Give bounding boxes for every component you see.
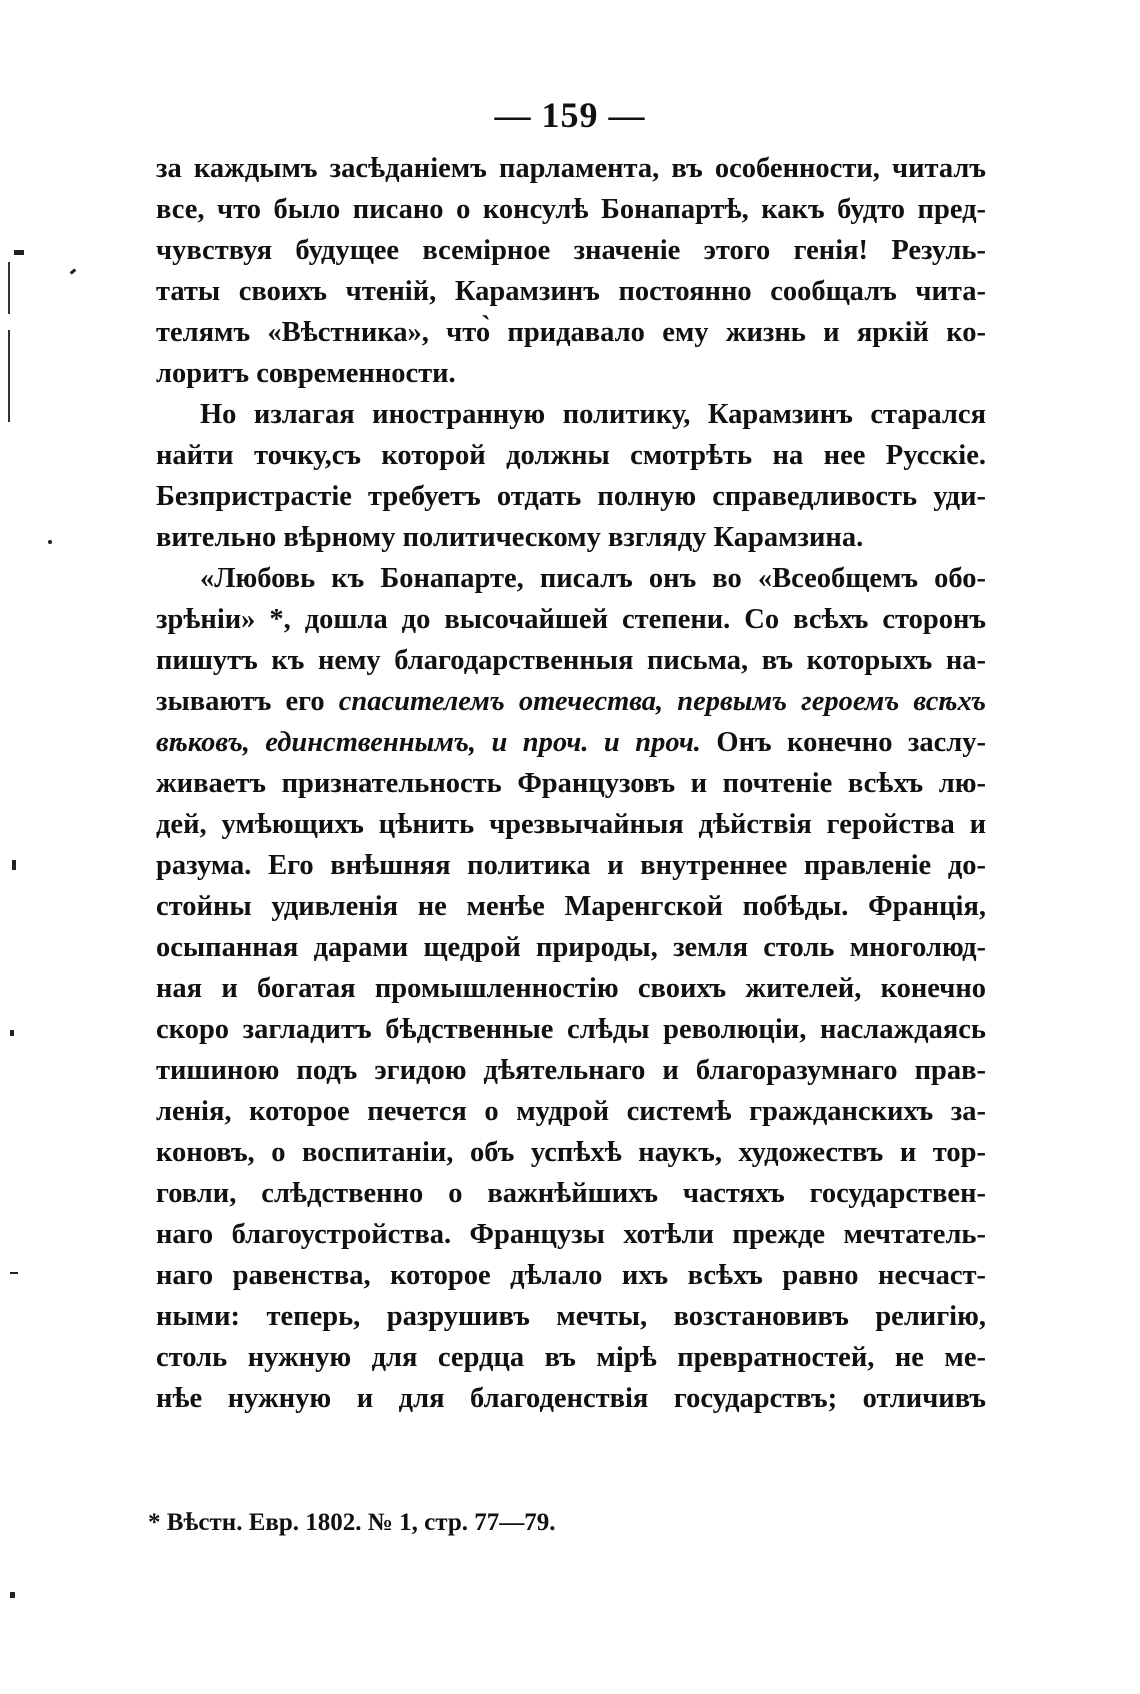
text-line: телямъ «Вѣстника», что̀ придавало ему жизнь и яркій ко- [156,317,986,348]
text-line: чувствуя будущее всемірное значеніе этого генія! Резуль- [156,235,986,266]
text-segment: ная и богатая промышленностію своихъ жителей, конечно [156,973,986,1004]
text-line [156,640,986,681]
italic-text: спасителемъ отечества, первымъ героемъ всѣхъ [338,686,986,717]
text-segment: тишиною подъ эгидою дѣятельнаго и благоразумнаго прав- [156,1055,986,1086]
text-segment: дей, умѣющихъ цѣнить чрезвычайныя дѣйствія геройства и [156,809,986,840]
text-line [156,1255,986,1296]
text-segment: говли, слѣдственно о важнѣйшихъ частяхъ государствен- [156,1178,986,1209]
text-segment: стойны удивленія не менѣе Маренгской побѣды. Франція, [156,891,986,922]
text-line [156,804,986,845]
text-segment: Онъ конечно заслу- [700,727,987,758]
text-line: Но излагая иностранную политику, Карамзинъ старался [200,399,986,430]
text-segment: ленія, которое печется о мудрой системѣ гражданскихъ за- [156,1096,986,1127]
text-segment: нѣе нужную и для благоденствія государствъ; отличивъ [156,1383,986,1414]
text-line [156,1296,986,1337]
text-segment: скоро загладитъ бѣдственные слѣды революціи, наслаждаясь [156,1014,986,1045]
text-line [156,1173,986,1214]
text-segment: осыпанная дарами щедрой природы, земля столь многолюд- [156,932,986,963]
text-line [156,845,986,886]
text-line: Безпристрастіе требуетъ отдать полную справедливость уди- [156,481,986,512]
text-line [156,1337,986,1378]
page-number: — 159 — [494,95,646,135]
paragraph [156,394,986,558]
text-segment: зываютъ его [156,686,339,717]
scan-margin-mark [8,262,10,314]
text-line: лоритъ современности. [156,358,456,389]
text-line [156,599,986,640]
text-line [156,927,986,968]
text-line [156,968,986,1009]
text-line [156,1132,986,1173]
text-segment: пишутъ къ нему благодарственныя письма, въ которыхъ на- [156,645,986,676]
scan-margin-mark [14,250,24,255]
text-segment: «Любовь къ Бонапарте, писалъ онъ во «Всеобщемъ обо- [200,563,986,594]
text-line [156,681,986,722]
text-line [156,763,986,804]
text-line [156,1050,986,1091]
text-segment: разума. Его внѣшняя политика и внутреннее правленіе до- [156,850,986,881]
text-segment: живаетъ признательность Французовъ и почтеніе всѣхъ лю- [156,768,986,799]
text-line [156,722,986,763]
text-line: найти точку,съ которой должны смотрѣть на нее Русскіе. [156,440,986,471]
text-line [156,558,986,599]
text-line: таты своихъ чтеній, Карамзинъ постоянно сообщалъ чита- [156,276,986,307]
scan-margin-mark [12,860,16,870]
text-segment: наго благоустройства. Французы хотѣли прежде мечтатель- [156,1219,986,1250]
body-text [156,148,986,1419]
text-line [156,1214,986,1255]
scan-margin-mark [48,540,52,544]
text-line [156,1378,986,1419]
italic-text: вѣковъ, единственнымъ, и проч. и проч. [156,727,701,758]
text-segment: столь нужную для сердца въ мірѣ превратностей, не ме- [156,1342,986,1373]
text-line [156,1009,986,1050]
paragraph [156,558,986,1419]
scan-margin-mark [70,268,77,274]
scan-margin-mark [10,1592,15,1598]
footnote: * Вѣстн. Евр. 1802. № 1, стр. 77—79. [148,1509,556,1536]
text-segment: коновъ, о воспитаніи, объ успѣхѣ наукъ, художествъ и тор- [156,1137,986,1168]
text-segment: наго равенства, которое дѣлало ихъ всѣхъ равно несчаст- [156,1260,986,1291]
text-line: за каждымъ засѣданіемъ парламента, въ особенности, читалъ [156,153,986,184]
paragraph [156,148,986,394]
scan-margin-mark [10,1272,18,1274]
text-line [156,1091,986,1132]
text-segment: зрѣніи» *, дошла до высочайшей степени. Со всѣхъ сторонъ [156,604,986,635]
text-segment: ными: теперь, разрушивъ мечты, возстановивъ религію, [156,1301,986,1332]
scan-margin-mark [8,330,10,422]
text-line: все, что было писано о консулѣ Бонапартѣ, какъ будто пред- [156,194,986,225]
scan-margin-mark [10,1030,14,1036]
text-line: вительно вѣрному политическому взгляду Карамзина. [156,522,864,553]
text-line [156,886,986,927]
